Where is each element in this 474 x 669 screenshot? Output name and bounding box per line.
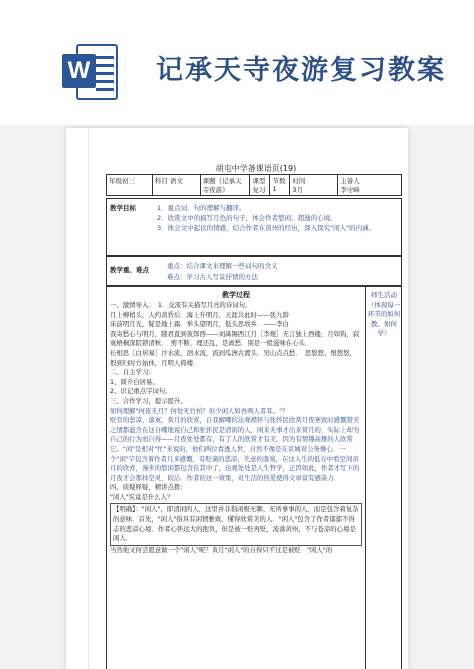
time-cell: 时间 3月 xyxy=(290,175,338,196)
process-line: 四、质疑释疑，精讲点拨： xyxy=(110,483,187,492)
key-list xyxy=(167,261,278,283)
teaching-process xyxy=(106,286,402,669)
key-item: 难点：学习古人写景抒情的方法 xyxy=(167,273,258,281)
process-side-note: 师生活动（体现每一环节的如何教、如何学） xyxy=(367,291,401,337)
info-table xyxy=(106,174,402,196)
process-body xyxy=(110,301,362,555)
process-line: "闲人"究竟是什么人？ xyxy=(110,492,174,501)
process-line: 三、合作学习，提示提升。 xyxy=(110,396,187,405)
process-line: 【明确】："闲人"，即清闲的人，这里并非指闲极无聊、无所事事的人，而是包含着复杂的意味．首先，"闲人"指具有闲情雅致、懂得欣赏美的人．"闲人"包含了作者郁郁不得志的悲凉心境．作者心怀远大的抱负，但是被一贬再贬，流落黄州，不与苍凉的心境是闲人． xyxy=(110,503,362,545)
banner xyxy=(0,0,474,125)
goal-item: 3．体会文中起伏的情感，结合作者在黄州的经历，深入探究"闲人"的内涵。 xyxy=(157,224,376,232)
periods-cell: 节数 1 xyxy=(270,175,290,196)
subject-cell: 科目 语文 xyxy=(152,175,200,196)
process-line: 2、识记重点字词句。 xyxy=(110,387,172,396)
key-points xyxy=(106,256,402,286)
type-cell: 课型 复习 xyxy=(250,175,270,196)
key-item: 重点：结合课文来理解一些词句的含义 xyxy=(167,262,278,270)
process-line: 如何理解"何夜无月？何处无竹柏？但少闲人如吾两人者耳。"？ xyxy=(110,406,289,415)
topic-cell: 课题《记承天寺夜游》 xyxy=(200,175,250,196)
banner-title: 记承天寺夜游复习教案 xyxy=(156,55,446,86)
process-line: 贬官的悲凉、落寞，赏月的欣喜，自我解嘲的达观襟怀与张怀民欣赏月夜寨致时感慨赞美之情都蕴含在这自嘲地说自己和张怀民是清闲的人，闲来无事才出来赏月的，实际上却为自己的行为而自得——月夜处处都有，有了人的欣赏才有美，因为有情趣高雅的人欣赏它。"闲"是相对"忙"来说的，他们两位看透人世，自然不像是在京城对公务操心．一个"闲"字包含着作者几多感慨，有贬谪的悲凉，失意的落寞，在这人生的低谷中看空间黄月的欣喜，漫步的悠闲都包含在其中了，达观处处是人生哲学，正因如此，作者才写下的月夜才会那样空灵，皎洁．作者的这一效果，对生活的热爱使得文章富有感染力． xyxy=(110,416,360,482)
document-heading: 胡屯中学备课语页(19) xyxy=(215,164,297,173)
word-badge: W xyxy=(62,54,96,88)
process-line: 长相思［白居易］汴水流，泗水流，流到瓜洲古渡头．吴山点点愁． 思悠悠，恨悠悠，恨到归时方始休，月明人倚楼． xyxy=(110,348,357,367)
process-line: 二、自主学习： xyxy=(110,368,155,377)
owner-cell: 主备人 李守峰 xyxy=(338,175,402,196)
process-title: 教学过程 xyxy=(222,291,250,299)
word-document-icon xyxy=(60,42,120,102)
key-label: 教学重、难点 xyxy=(110,266,149,274)
process-line: 当然他又何尝愿意做一个"闲人"呢？黄月"闲人"的自得只不过是被贬 "闲人"的 xyxy=(110,545,333,554)
goal-item: 2．欣赏文中的描写月色的句子，体会作者悠闲、超逸的心境。 xyxy=(157,214,337,222)
process-line: 月上柳梢头，人约黄昏后．海上升明月，天涯共此时——张九龄 xyxy=(110,310,289,319)
process-line: 床前明月光，疑是地上霜．举头望明月，低头思故乡．——李白 xyxy=(110,320,289,329)
goals-label: 教学目标 xyxy=(110,204,136,212)
grade-cell: 年级初三 xyxy=(107,175,153,196)
document-page xyxy=(66,128,408,669)
process-line: 一、激情导入： 1．交流有关描写月亮的诗词句。 xyxy=(110,301,252,309)
process-line: 我寄愁心与明月，随君直到夜郎西——刘禹锡西江月［李煜］无言独上西楼，月如钩，寂寞梧桐深院锁清秋． 剪不断，理还乱，是离愁．别是一般滋味在心头． xyxy=(110,329,360,348)
process-line: 1、简介白居易。 xyxy=(110,377,159,386)
goal-item: 1．重点词、句的理解与翻译。 xyxy=(157,204,246,212)
teaching-goals xyxy=(106,198,402,256)
goals-list xyxy=(157,203,397,233)
